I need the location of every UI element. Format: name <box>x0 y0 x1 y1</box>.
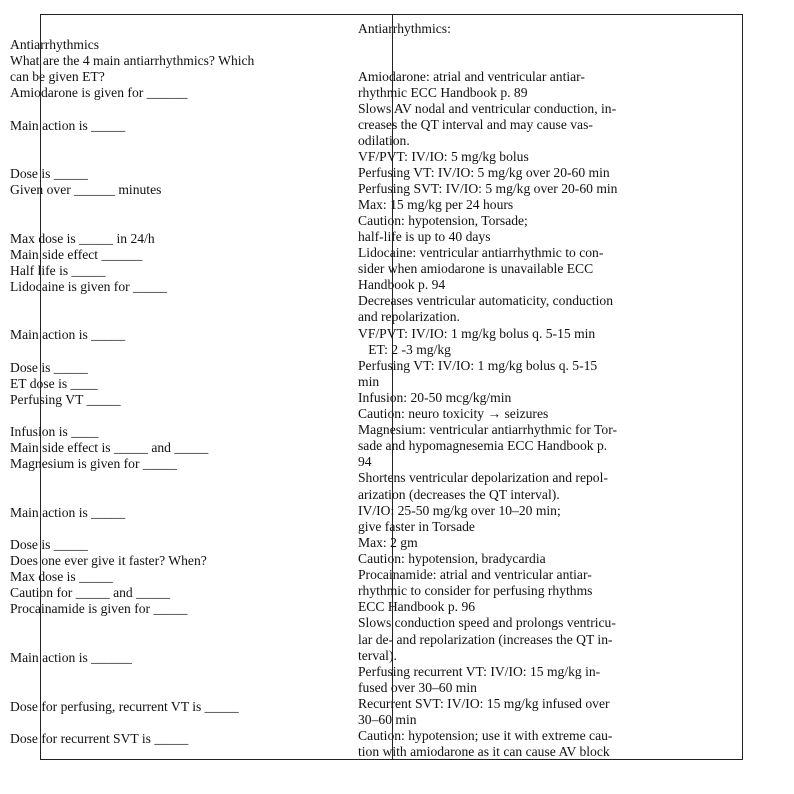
answer-line: Shortens ventricular depolarization and repol- <box>358 470 608 485</box>
question-line: Max dose is _____ <box>10 569 114 584</box>
answer-line: Antiarrhythmics: <box>358 21 451 36</box>
answer-line: tion with amiodarone as it can cause AV block <box>358 744 610 759</box>
question-line: Half life is _____ <box>10 263 106 278</box>
answer-line: Amiodarone: atrial and ventricular antiar- <box>358 69 585 84</box>
answer-line: ECC Handbook p. 96 <box>358 599 476 614</box>
answer-line: min <box>358 374 380 389</box>
answer-line: Perfusing VT: IV/IO: 1 mg/kg bolus q. 5-15 <box>358 358 598 373</box>
answer-line: arization (decreases the QT interval). <box>358 487 560 502</box>
answer-line: 94 <box>358 454 372 469</box>
answer-line: Max: 15 mg/kg per 24 hours <box>358 197 514 212</box>
question-line: Dose is _____ <box>10 166 88 181</box>
answer-line: VF/PVT: IV/IO: 1 mg/kg bolus q. 5-15 min <box>358 326 596 341</box>
answer-line: odilation. <box>358 133 410 148</box>
answer-line: IV/IO: 25-50 mg/kg over 10–20 min; <box>358 503 561 518</box>
answer-line: and repolarization. <box>358 309 460 324</box>
answer-line: Perfusing recurrent VT: IV/IO: 15 mg/kg in- <box>358 664 601 679</box>
answer-line: Lidocaine: ventricular antiarrhythmic to con- <box>358 245 604 260</box>
answer-line: Procainamide: atrial and ventricular antiar- <box>358 567 592 582</box>
answer-line: Caution: neuro toxicity → seizures <box>358 406 549 421</box>
answer-line: Handbook p. 94 <box>358 277 446 292</box>
answer-line: Recurrent SVT: IV/IO: 15 mg/kg infused over <box>358 696 610 711</box>
question-line: Magnesium is given for _____ <box>10 456 177 471</box>
question-line: Main action is ______ <box>10 650 132 665</box>
question-line: Given over ______ minutes <box>10 182 162 197</box>
answer-line: Slows AV nodal and ventricular conduction, in- <box>358 101 617 116</box>
question-line: Does one ever give it faster? When? <box>10 553 207 568</box>
answer-line: Slows conduction speed and prolongs ventricu- <box>358 615 616 630</box>
answer-line: Caution: hypotension; use it with extreme cau- <box>358 728 613 743</box>
answer-line: creases the QT interval and may cause vas- <box>358 117 593 132</box>
answer-line: Magnesium: ventricular antiarrhythmic for Tor- <box>358 422 617 437</box>
answer-line: ET: 2 -3 mg/kg <box>358 342 451 357</box>
answer-line: Caution: hypotension, bradycardia <box>358 551 546 566</box>
answer-line: 30–60 min <box>358 712 417 727</box>
answer-line: sade and hypomagnesemia ECC Handbook p. <box>358 438 608 453</box>
question-line: Dose for recurrent SVT is _____ <box>10 731 189 746</box>
answer-line: rhythmic to consider for perfusing rhythms <box>358 583 593 598</box>
question-line: Main side effect ______ <box>10 247 143 262</box>
question-line: Procainamide is given for _____ <box>10 601 188 616</box>
question-line: Lidocaine is given for _____ <box>10 279 168 294</box>
answer-line: Perfusing SVT: IV/IO: 5 mg/kg over 20-60 min <box>358 181 618 196</box>
question-line: Max dose is _____ in 24/h <box>10 231 155 246</box>
question-line: Main action is _____ <box>10 327 126 342</box>
question-line: Main side effect is _____ and _____ <box>10 440 209 455</box>
answer-line: rhythmic ECC Handbook p. 89 <box>358 85 528 100</box>
answer-line: terval). <box>358 648 397 663</box>
question-line: Antiarrhythmics <box>10 37 100 52</box>
answer-line: Caution: hypotension, Torsade; <box>358 213 528 228</box>
question-line: What are the 4 main antiarrhythmics? Which <box>10 53 255 68</box>
answer-line: Max: 2 gm <box>358 535 418 550</box>
answer-line: VF/PVT: IV/IO: 5 mg/kg bolus <box>358 149 529 164</box>
answer-line: give faster in Torsade <box>358 519 475 534</box>
answer-line: Infusion: 20-50 mcg/kg/min <box>358 390 512 405</box>
question-line: Main action is _____ <box>10 505 126 520</box>
answer-line: half-life is up to 40 days <box>358 229 491 244</box>
question-line: Dose is _____ <box>10 360 88 375</box>
question-line: Dose for perfusing, recurrent VT is _____ <box>10 699 239 714</box>
answer-line: Perfusing VT: IV/IO: 5 mg/kg over 20-60 min <box>358 165 610 180</box>
question-line: Dose is _____ <box>10 537 88 552</box>
answer-line: fused over 30–60 min <box>358 680 477 695</box>
question-line: ET dose is ____ <box>10 376 98 391</box>
answer-line: Decreases ventricular automaticity, conduction <box>358 293 614 308</box>
answer-line: sider when amiodarone is unavailable ECC <box>358 261 594 276</box>
question-line: Main action is _____ <box>10 118 126 133</box>
question-line: Amiodarone is given for ______ <box>10 85 188 100</box>
question-line: can be given ET? <box>10 69 105 84</box>
answer-line: lar de- and repolarization (increases the QT in- <box>358 632 613 647</box>
question-line: Caution for _____ and _____ <box>10 585 171 600</box>
question-line: Infusion is ____ <box>10 424 99 439</box>
question-line: Perfusing VT _____ <box>10 392 121 407</box>
